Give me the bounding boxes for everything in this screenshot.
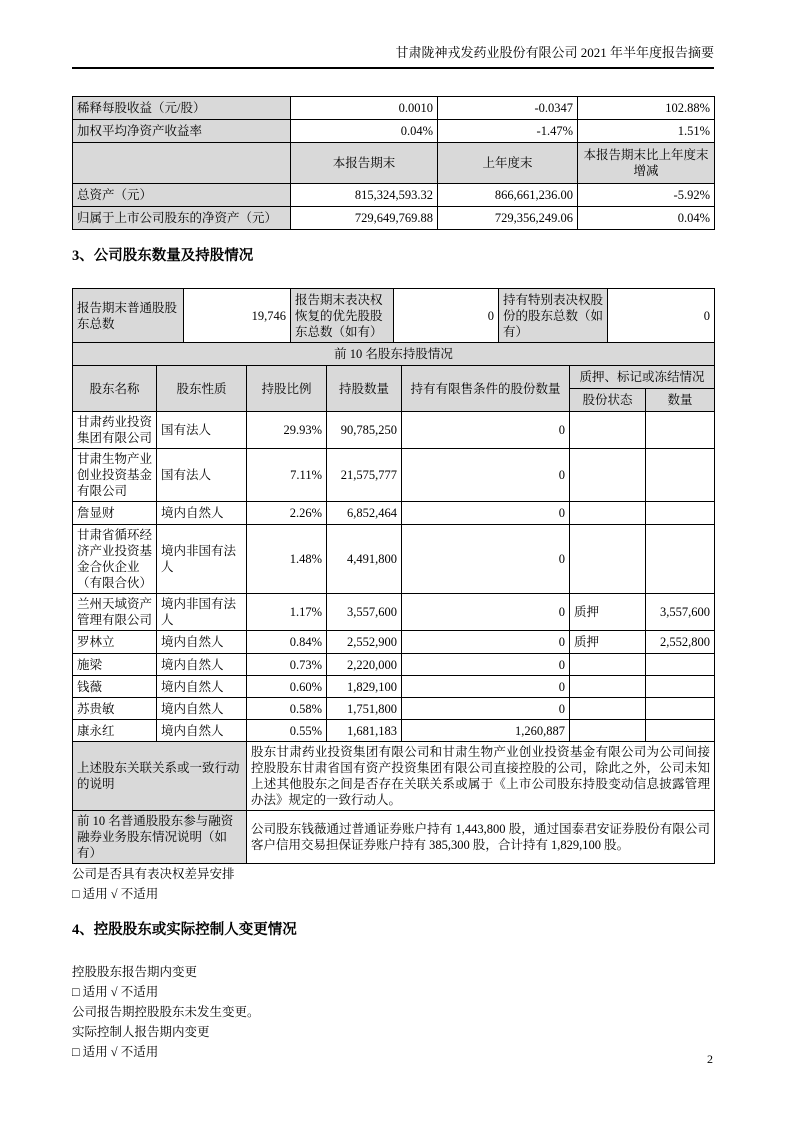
shareholder-ratio: 29.93% xyxy=(247,412,327,449)
section3-title: 3、公司股东数量及持股情况 xyxy=(72,248,254,264)
pledge-qty xyxy=(646,449,715,502)
controlling-shareholder-change-label: 控股股东报告期内变更 xyxy=(72,965,198,979)
shareholder-name: 甘肃省循环经济产业投资基金合伙企业（有限合伙） xyxy=(73,525,157,594)
financial-summary-table xyxy=(72,96,715,230)
margin-note-label: 前 10 名普通股股东参与融资融券业务股东情况说明（如有） xyxy=(73,811,247,864)
special-voting-shareholders-label: 持有特别表决权股份的股东总数（如有） xyxy=(499,289,608,343)
table-row xyxy=(73,207,715,230)
column-header-pledge-qty: 数量 xyxy=(646,389,715,412)
top10-shareholders-table xyxy=(72,342,715,864)
section4-title: 4、控股股东或实际控制人变更情况 xyxy=(72,922,297,938)
metric-current-value: 0.04% xyxy=(291,120,438,143)
shareholder-qty: 6,852,464 xyxy=(327,502,402,525)
shareholder-nature: 境内自然人 xyxy=(157,502,247,525)
shareholder-nature: 境内自然人 xyxy=(157,698,247,720)
shareholder-ratio: 2.26% xyxy=(247,502,327,525)
metric-current-value: 729,649,769.88 xyxy=(291,207,438,230)
shareholder-nature: 境内自然人 xyxy=(157,631,247,654)
pledge-qty: 2,552,800 xyxy=(646,631,715,654)
metric-change-value: 102.88% xyxy=(578,97,715,120)
pledge-status xyxy=(570,676,646,698)
shareholder-qty: 1,751,800 xyxy=(327,698,402,720)
shareholder-row xyxy=(73,502,715,525)
column-header-current: 本报告期末 xyxy=(291,143,438,184)
table-row xyxy=(73,120,715,143)
column-header-quantity: 持股数量 xyxy=(327,366,402,412)
column-header-ratio: 持股比例 xyxy=(247,366,327,412)
document-header-title: 甘肃陇神戎发药业股份有限公司 2021 年半年度报告摘要 xyxy=(395,45,714,60)
shareholder-ratio: 0.84% xyxy=(247,631,327,654)
shareholder-ratio: 0.55% xyxy=(247,720,327,742)
shareholder-name: 詹显财 xyxy=(73,502,157,525)
shareholder-nature: 境内自然人 xyxy=(157,654,247,676)
relation-note-row xyxy=(73,742,715,811)
shareholder-name: 甘肃生物产业创业投资基金有限公司 xyxy=(73,449,157,502)
pledge-status: 质押 xyxy=(570,594,646,631)
shareholder-restricted: 0 xyxy=(402,412,570,449)
pledge-status xyxy=(570,525,646,594)
shareholder-qty: 4,491,800 xyxy=(327,525,402,594)
column-header-change: 本报告期末比上年度末增减 xyxy=(578,143,715,184)
pledge-status xyxy=(570,720,646,742)
empty-header-cell xyxy=(73,143,291,184)
shareholder-nature: 境内自然人 xyxy=(157,676,247,698)
shareholder-restricted: 0 xyxy=(402,594,570,631)
shareholder-row xyxy=(73,698,715,720)
pledge-status xyxy=(570,698,646,720)
shareholder-row xyxy=(73,631,715,654)
pledge-qty xyxy=(646,676,715,698)
metric-label: 总资产（元） xyxy=(73,184,291,207)
shareholder-counts-table xyxy=(72,288,715,343)
metric-change-value: 0.04% xyxy=(578,207,715,230)
column-header-restricted: 持有有限售条件的股份数量 xyxy=(402,366,570,412)
shareholder-name: 苏贵敏 xyxy=(73,698,157,720)
table-row xyxy=(73,289,715,343)
page-number: 2 xyxy=(707,1052,713,1066)
shareholder-qty: 2,220,000 xyxy=(327,654,402,676)
actual-controller-change-label: 实际控制人报告期内变更 xyxy=(72,1025,210,1039)
metric-change-value: 1.51% xyxy=(578,120,715,143)
shareholder-name: 康永红 xyxy=(73,720,157,742)
shareholder-nature: 国有法人 xyxy=(157,412,247,449)
shareholder-qty: 1,681,183 xyxy=(327,720,402,742)
column-header-name: 股东名称 xyxy=(73,366,157,412)
shareholder-row xyxy=(73,449,715,502)
pledge-status xyxy=(570,502,646,525)
pledge-qty xyxy=(646,720,715,742)
shareholder-restricted: 1,260,887 xyxy=(402,720,570,742)
voting-diff-question: 公司是否具有表决权差异安排 xyxy=(72,867,235,881)
pledge-status: 质押 xyxy=(570,631,646,654)
margin-note-row xyxy=(73,811,715,864)
pledge-status xyxy=(570,654,646,676)
metric-label: 稀释每股收益（元/股） xyxy=(73,97,291,120)
shareholder-qty: 90,785,250 xyxy=(327,412,402,449)
shareholder-name: 兰州天域资产管理有限公司 xyxy=(73,594,157,631)
shareholder-row xyxy=(73,676,715,698)
metric-change-value: -5.92% xyxy=(578,184,715,207)
shareholder-restricted: 0 xyxy=(402,698,570,720)
shareholder-nature: 境内自然人 xyxy=(157,720,247,742)
margin-note-text: 公司股东钱薇通过普通证券账户持有 1,443,800 股，通过国泰君安证券股份有限公司客户信用交易担保证券账户持有 385,300 股，合计持有 1,829,100 股。 xyxy=(247,811,715,864)
shareholder-restricted: 0 xyxy=(402,502,570,525)
preferred-shareholders-value: 0 xyxy=(394,289,499,343)
shareholder-row xyxy=(73,594,715,631)
column-header-pledge-group: 质押、标记或冻结情况 xyxy=(570,366,715,389)
table-header-row xyxy=(73,143,715,184)
metric-label: 加权平均净资产收益率 xyxy=(73,120,291,143)
shareholder-ratio: 0.58% xyxy=(247,698,327,720)
controlling-shareholder-no-change-note: 公司报告期控股股东未发生变更。 xyxy=(72,1005,260,1019)
shareholder-nature: 境内非国有法人 xyxy=(157,525,247,594)
pledge-qty xyxy=(646,698,715,720)
shareholder-row xyxy=(73,720,715,742)
metric-prior-value: -0.0347 xyxy=(438,97,578,120)
shareholder-name: 罗林立 xyxy=(73,631,157,654)
common-shareholders-label: 报告期末普通股股东总数 xyxy=(73,289,184,343)
controlling-shareholder-change-answer: □ 适用 √ 不适用 xyxy=(72,985,159,999)
pledge-qty xyxy=(646,525,715,594)
metric-current-value: 815,324,593.32 xyxy=(291,184,438,207)
relation-note-text: 股东甘肃药业投资集团有限公司和甘肃生物产业创业投资基金有限公司为公司间接控股股东甘肃省国有资产投资集团有限公司直接控股的公司，除此之外，公司未知上述其他股东之间是否存在关联关系或属于《上市公司股东持股变动信息披露管理办法》规定的一致行动人。 xyxy=(247,742,715,811)
shareholder-restricted: 0 xyxy=(402,449,570,502)
shareholder-restricted: 0 xyxy=(402,676,570,698)
pledge-qty xyxy=(646,502,715,525)
shareholder-qty: 21,575,777 xyxy=(327,449,402,502)
shareholder-nature: 境内非国有法人 xyxy=(157,594,247,631)
top10-section-title: 前 10 名股东持股情况 xyxy=(73,343,715,366)
document-header xyxy=(72,45,714,69)
pledge-qty xyxy=(646,412,715,449)
pledge-qty: 3,557,600 xyxy=(646,594,715,631)
metric-label: 归属于上市公司股东的净资产（元） xyxy=(73,207,291,230)
shareholder-restricted: 0 xyxy=(402,631,570,654)
preferred-shareholders-label: 报告期末表决权恢复的优先股股东总数（如有） xyxy=(291,289,394,343)
shareholder-row xyxy=(73,412,715,449)
shareholder-name: 施梁 xyxy=(73,654,157,676)
shareholder-qty: 3,557,600 xyxy=(327,594,402,631)
actual-controller-change-answer: □ 适用 √ 不适用 xyxy=(72,1045,159,1059)
table-header-row xyxy=(73,366,715,389)
metric-current-value: 0.0010 xyxy=(291,97,438,120)
shareholder-restricted: 0 xyxy=(402,525,570,594)
shareholder-restricted: 0 xyxy=(402,654,570,676)
voting-diff-answer: □ 适用 √ 不适用 xyxy=(72,887,159,901)
shareholder-qty: 1,829,100 xyxy=(327,676,402,698)
shareholder-ratio: 1.48% xyxy=(247,525,327,594)
table-section-title-row xyxy=(73,343,715,366)
pledge-qty xyxy=(646,654,715,676)
pledge-status xyxy=(570,412,646,449)
common-shareholders-value: 19,746 xyxy=(184,289,291,343)
shareholder-ratio: 1.17% xyxy=(247,594,327,631)
special-voting-shareholders-value: 0 xyxy=(608,289,715,343)
shareholder-qty: 2,552,900 xyxy=(327,631,402,654)
shareholder-ratio: 0.60% xyxy=(247,676,327,698)
pledge-status xyxy=(570,449,646,502)
shareholder-row xyxy=(73,525,715,594)
metric-prior-value: -1.47% xyxy=(438,120,578,143)
metric-prior-value: 729,356,249.06 xyxy=(438,207,578,230)
shareholder-ratio: 7.11% xyxy=(247,449,327,502)
table-row xyxy=(73,97,715,120)
shareholder-ratio: 0.73% xyxy=(247,654,327,676)
relation-note-label: 上述股东关联关系或一致行动的说明 xyxy=(73,742,247,811)
column-header-prior: 上年度末 xyxy=(438,143,578,184)
table-row xyxy=(73,184,715,207)
metric-prior-value: 866,661,236.00 xyxy=(438,184,578,207)
column-header-nature: 股东性质 xyxy=(157,366,247,412)
shareholder-row xyxy=(73,654,715,676)
shareholder-nature: 国有法人 xyxy=(157,449,247,502)
column-header-pledge-status: 股份状态 xyxy=(570,389,646,412)
shareholder-name: 甘肃药业投资集团有限公司 xyxy=(73,412,157,449)
shareholder-name: 钱薇 xyxy=(73,676,157,698)
